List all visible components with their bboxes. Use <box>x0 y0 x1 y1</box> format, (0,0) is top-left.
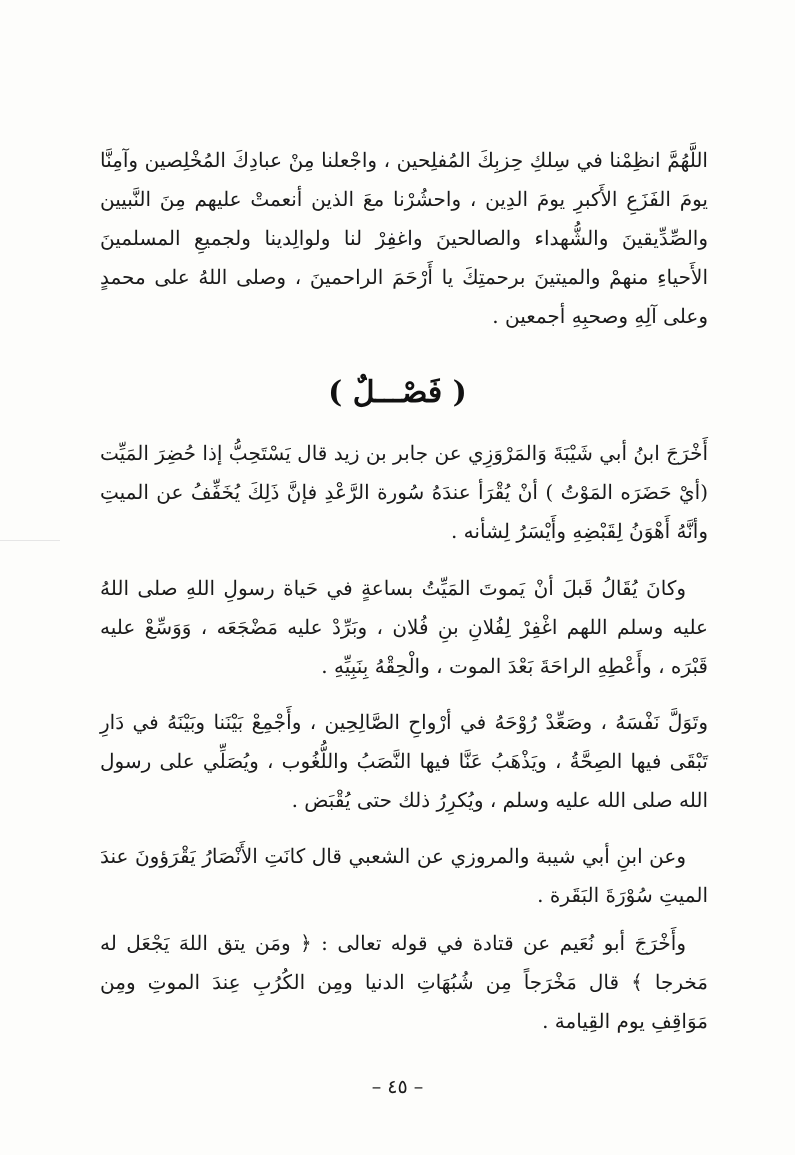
body-paragraph: أَخْرَجَ ابنُ أبي شَيْبَةَ وَالمَرْوَزِي عن جابر بن زيد قال يَسْتَحِبُّ إذا حُضِرَ المَيِّت (أيْ حَضَرَه المَوْتُ ) أنْ يُقْرَأ عندَهُ سُورة الرَّعْدِ فإنَّ ذَلِكَ يُخَفِّفُ عن الميتِ وأنَّهُ أَهْوَنُ لِقَبْضِهِ وأَيْسَرُ لِشأنه . <box>100 441 708 543</box>
body-paragraph-3-block <box>100 703 708 820</box>
body-paragraph-1-block <box>100 434 708 551</box>
opening-prayer-block <box>100 141 708 336</box>
body-paragraph: وأَخْرَجَ أبو نُعَيم عن قتادة في قوله تعالى : ﴿ ومَن يتق اللهَ يَجْعَل له مَخرجا ﴾ قال مَخْرَجاً مِن شُبُهَاتِ الدنيا ومِن الكُرُبِ عِندَ الموتِ ومِن مَوَاقِفِ يوم القِيامة . <box>100 931 708 1033</box>
section-heading: ( فَصْـــلٌ ) <box>328 375 467 410</box>
body-paragraph: وكانَ يُقَالُ قَبلَ أنْ يَموتَ المَيِّتُ بساعةٍ في حَياة رسولِ اللهِ صلى اللهُ عليه وسلم اللهم اغْفِرْ لِفُلانِ بنِ فُلان ، وبَرِّدْ عليه مَضْجَعَه ، وَوَسِّعْ عليه قَبْرَه ، وأَعْطِهِ الراحَةَ بَعْدَ الموت ، والْحِقْهُ بِنَبِيِّهِ . <box>100 576 708 678</box>
scan-edge-line <box>0 540 60 541</box>
body-paragraph: وعن ابنِ أبي شيبة والمروزي عن الشعبي قال كانَتِ الأَنْصَارُ يَقْرَؤونَ عندَ الميتِ سُوْرَةَ البَقَرة . <box>100 844 708 907</box>
body-paragraph-5-block <box>100 924 708 1041</box>
body-paragraph-4-block <box>100 837 708 915</box>
body-paragraph: وتَوَلَّ نَفْسَهُ ، وصَعِّدْ رُوْحَهُ في أرْواحِ الصَّالِحِين ، وأَجْمِعْ بَيْنَنا وبَيْنَهُ في دَارِ تَبْقَى فيها الصِحَّةُ ، ويَذْهَبُ عَنَّا فيها النَّصَبُ واللُّغُوب ، ويُصَلِّي على رسول الله صلى الله عليه وسلم ، ويُكرِرُ ذلك حتى يُقْبَض . <box>100 710 708 812</box>
body-paragraph-2-block <box>100 569 708 686</box>
page-number: – ٤٥ – <box>371 1076 424 1098</box>
opening-prayer-paragraph: اللَّهُمَّ انظِمْنا في سِلكِ حِزبِكَ المُفلِحين ، واجْعلنا مِنْ عبادِكَ المُخْلِصين وآمِنَّا يومَ الفَزَعِ الأَكبرِ يومَ الدِين ، واحشُرْنا معَ الذين أنعمتْ عليهم مِنَ النَّبيين والصِّدِّيقينَ والشُّهداء والصالحينَ واغفِرْ لنا ولوالِدينا ولجميعِ المسلمينَ الأَحياءِ منهمْ والميتينَ برحمتِكَ يا أَرْحَمَ الراحمينَ ، وصلى اللهُ على محمدٍ وعلى آلِهِ وصحبِهِ أجمعين . <box>100 148 708 328</box>
